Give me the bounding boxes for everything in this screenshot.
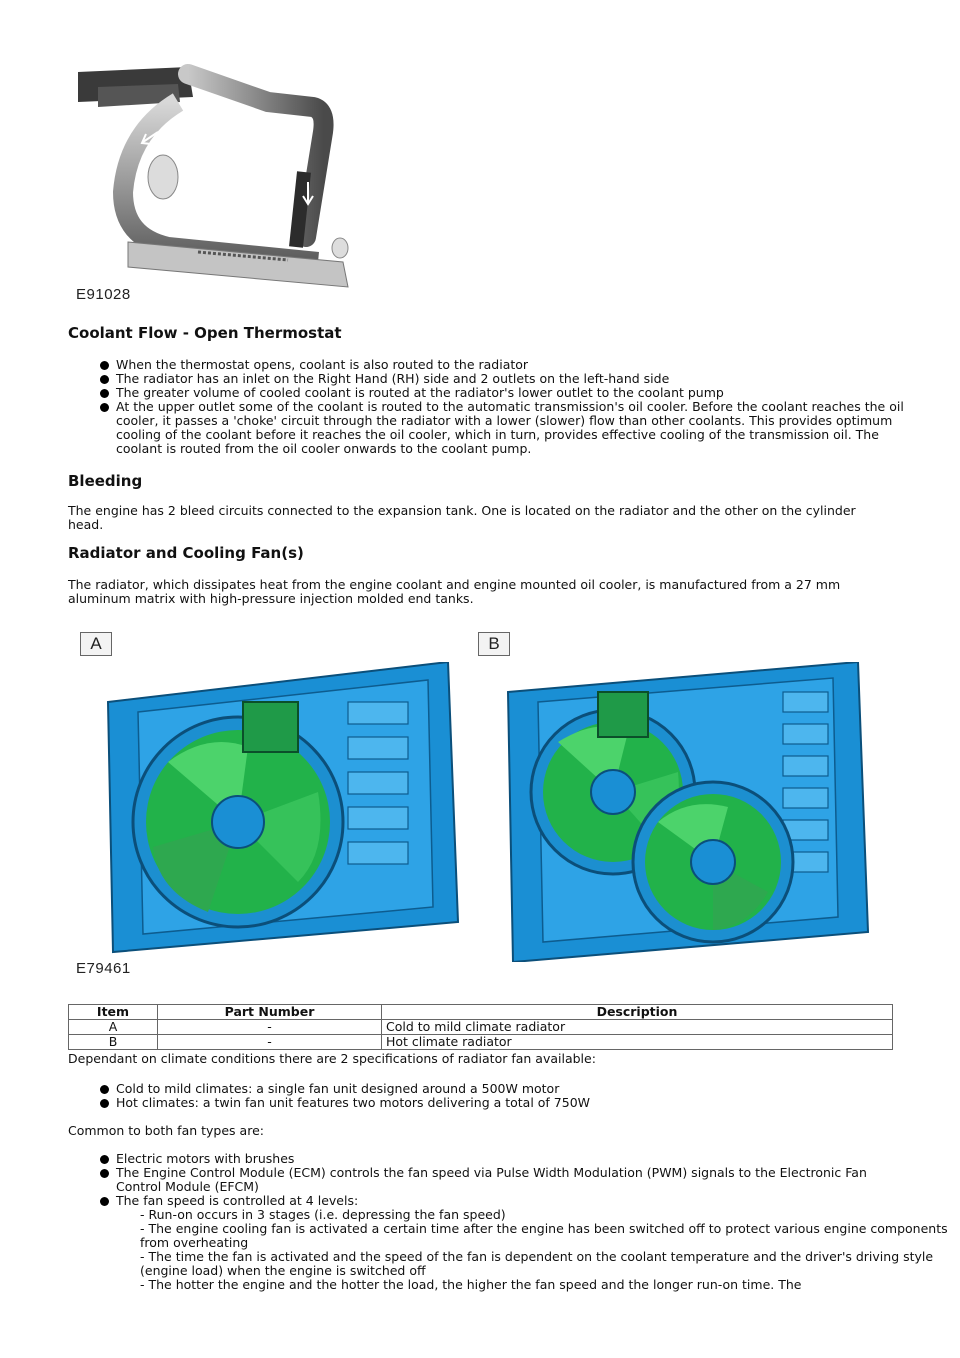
list-item: Electric motors with brushes [68,1152,908,1166]
table-cell: - [158,1035,382,1050]
paragraph: The engine has 2 bleed circuits connected to the expansion tank. One is located on the radiator and the other on the cylinder head. [68,503,856,532]
list-item: When the thermostat opens, coolant is also routed to the radiator [68,358,908,372]
section-heading: Radiator and Cooling Fan(s) [68,544,304,562]
figure-label: E91028 [76,286,131,303]
parts-table [68,1004,893,1050]
table-cell: A [69,1020,158,1035]
list-item: The Engine Control Module (ECM) controls the fan speed via Pulse Width Modulation (PWM) signals to the Electronic Fan Control Module (EFCM) [68,1166,908,1194]
list-item: Hot climates: a twin fan unit features two motors delivering a total of 750W [68,1096,908,1110]
radiator-a-illustration [98,662,468,962]
column-header: Item [69,1005,158,1020]
figure-radiators [68,622,888,986]
sub-list-item: - The time the fan is activated and the speed of the fan is dependent on the coolant temperature and the driver's driving style (engine load) when the engine is switched off [140,1249,934,1278]
list-item: The fan speed is controlled at 4 levels: [68,1194,908,1208]
figure-coolant-pipe [68,62,408,312]
radiator-b-illustration [498,662,878,962]
paragraph: Common to both fan types are: [68,1123,264,1138]
panel-label-a: A [80,632,112,656]
sub-list-item: - The engine cooling fan is activated a certain time after the engine has been switched off to protect various engine components from overheating [140,1221,948,1250]
sub-list [68,1208,960,1292]
section-heading: Bleeding [68,472,143,490]
figure-label: E79461 [76,960,131,977]
column-header: Description [382,1005,893,1020]
coolant-pipe-illustration [68,62,408,312]
table-cell: Hot climate radiator [382,1035,893,1050]
table-header-row [69,1005,893,1020]
sub-list-item: - The hotter the engine and the hotter the load, the higher the fan speed and the longer run-on time. The [140,1277,802,1292]
paragraph: The radiator, which dissipates heat from the engine coolant and engine mounted oil cooler, is manufactured from a 27 mm aluminum matrix with high-pressure injection molded end tanks. [68,577,841,606]
table-row [69,1020,893,1035]
table-cell: - [158,1020,382,1035]
table-cell: B [69,1035,158,1050]
bullet-list [68,358,908,456]
list-item: The radiator has an inlet on the Right Hand (RH) side and 2 outlets on the left-hand side [68,372,908,386]
column-header: Part Number [158,1005,382,1020]
section-heading: Coolant Flow - Open Thermostat [68,324,342,342]
sub-list-item: - Run-on occurs in 3 stages (i.e. depressing the fan speed) [140,1207,506,1222]
table-cell: Cold to mild climate radiator [382,1020,893,1035]
paragraph: Dependant on climate conditions there are 2 specifications of radiator fan available: [68,1051,596,1066]
panel-label-b: B [478,632,510,656]
list-item: At the upper outlet some of the coolant is routed to the automatic transmission's oil cooler. Before the coolant reaches the oil cooler, it passes a 'choke' circuit through the radiator with a lower (slower) flow than other coolants. This provides optimum cooling of the coolant before it reaches the oil cooler, which in turn, provides effective cooling of the transmission oil. The coolant is routed from the oil cooler onwards to the coolant pump. [68,400,908,456]
bullet-list [68,1152,908,1208]
bullet-list [68,1082,908,1110]
list-item: Cold to mild climates: a single fan unit designed around a 500W motor [68,1082,908,1096]
list-item: The greater volume of cooled coolant is routed at the radiator's lower outlet to the coolant pump [68,386,908,400]
table-row [69,1035,893,1050]
